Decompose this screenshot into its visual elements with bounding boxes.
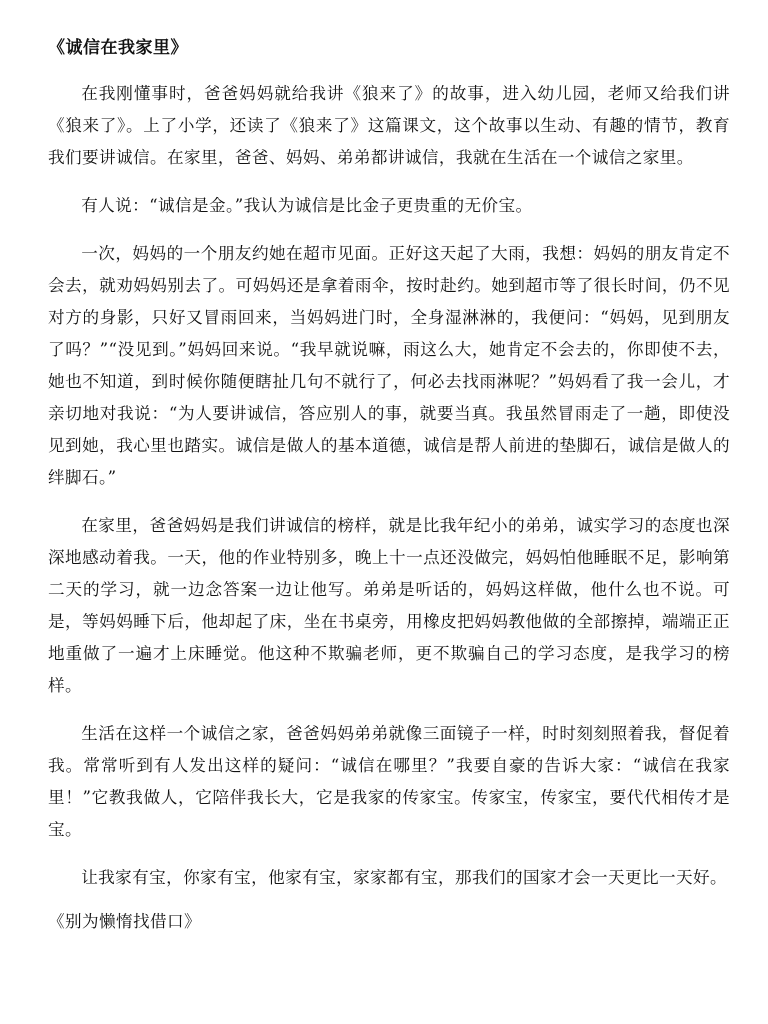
next-article-title: 《别为懒惰找借口》 xyxy=(48,912,201,931)
paragraph-4: 在家里，爸爸妈妈是我们讲诚信的榜样，就是比我年纪小的弟弟，诚实学习的态度也深深地感动着我。一天，他的作业特别多，晚上十一点还没做完，妈妈怕他睡眠不足，影响第二天的学习，就一边念答案一边让他写。弟弟是听话的，妈妈这样做，他什么也不说。可是，等妈妈睡下后，他却起了床，坐在书桌旁，用橡皮把妈妈教他做的全部擦掉，端端正正地重做了一遍才上床睡觉。他这种不欺骗老师，更不欺骗自己的学习态度，是我学习的榜样。 xyxy=(48,516,730,695)
paragraph-3: 一次，妈妈的一个朋友约她在超市见面。正好这天起了大雨，我想：妈妈的朋友肯定不会去，就劝妈妈别去了。可妈妈还是拿着雨伞，按时赴约。她到超市等了很长时间，仍不见对方的身影，只好又冒雨回来，当妈妈进门时，全身湿淋淋的，我便问：“妈妈，见到朋友了吗？”“没见到。”妈妈回来说。“我早就说嘛，雨这么大，她肯定不会去的，你即使不去，她也不知道，到时候你随便瞎扯几句不就行了，何必去找雨淋呢？”妈妈看了我一会儿，才亲切地对我说：“为人要讲诚信，答应别人的事，就要当真。我虽然冒雨走了一趟，即使没见到她，我心里也踏实。诚信是做人的基本道德，诚信是帮人前进的垫脚石，诚信是做人的绊脚石。” xyxy=(48,244,730,487)
document-title: 《诚信在我家里》 xyxy=(48,38,188,58)
paragraph-1: 在我刚懂事时，爸爸妈妈就给我讲《狼来了》的故事，进入幼儿园，老师又给我们讲《狼来了》。上了小学，还读了《狼来了》这篇课文，这个故事以生动、有趣的情节，教育我们要讲诚信。在家里，爸爸、妈妈、弟弟都讲诚信，我就在生活在一个诚信之家里。 xyxy=(48,84,730,167)
paragraph-5: 生活在这样一个诚信之家，爸爸妈妈弟弟就像三面镜子一样，时时刻刻照着我，督促着我。常常听到有人发出这样的疑问：“诚信在哪里？”我要自豪的告诉大家：“诚信在我家里！”它教我做人，它陪伴我长大，它是我家的传家宝。传家宝，传家宝，要代代相传才是宝。 xyxy=(48,724,730,839)
paragraph-6: 让我家有宝，你家有宝，他家有宝，家家都有宝，那我们的国家才会一天更比一天好。 xyxy=(81,868,727,887)
paragraph-2: 有人说：“诚信是金。”我认为诚信是比金子更贵重的无价宝。 xyxy=(81,196,533,215)
